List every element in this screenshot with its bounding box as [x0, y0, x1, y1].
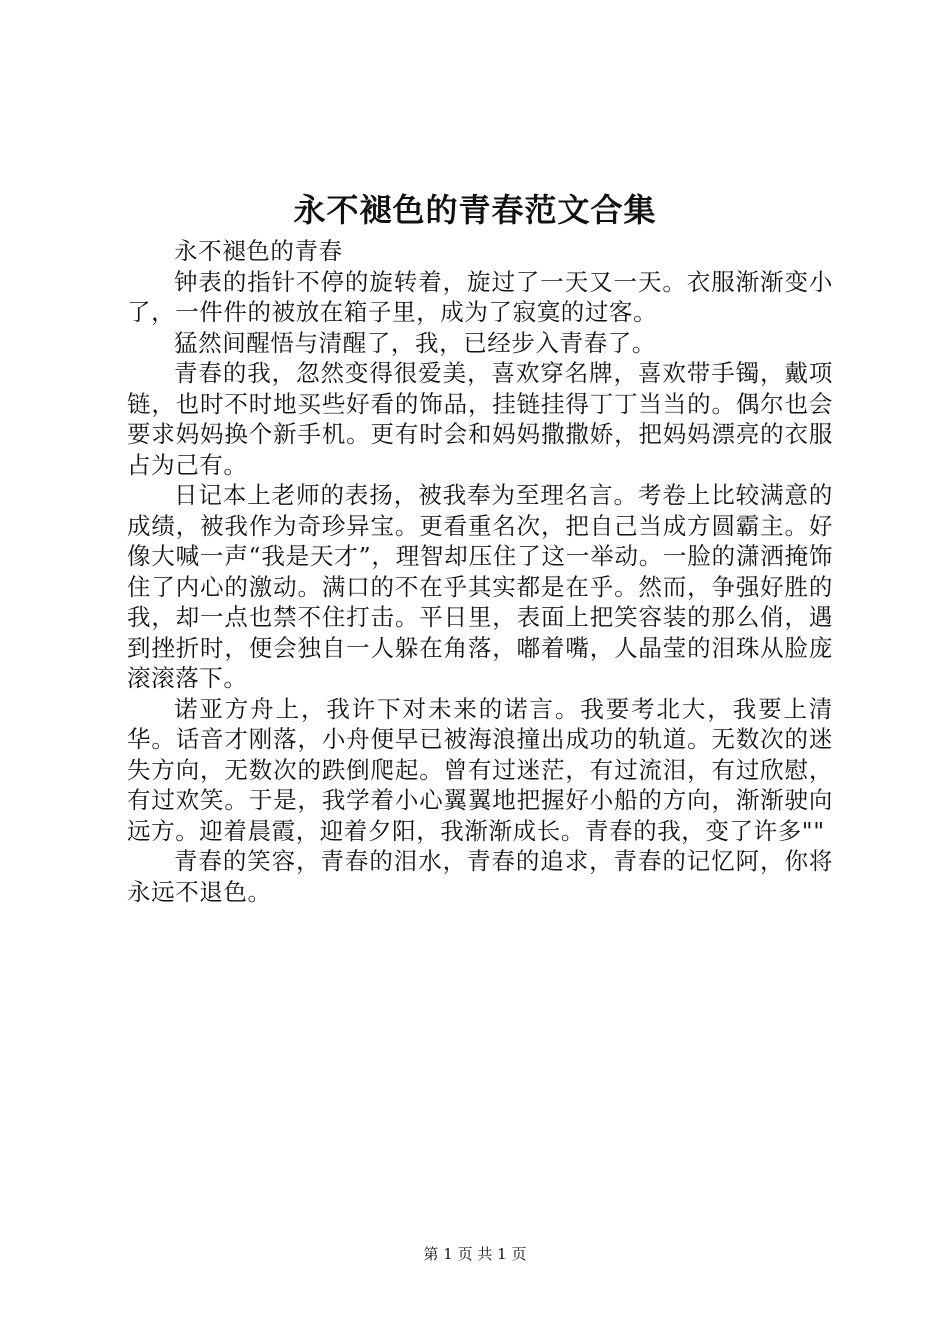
body-paragraph: 猛然间醒悟与清醒了，我，已经步入青春了。 [174, 328, 656, 357]
body-paragraph: 青春的我，忽然变得很爱美，喜欢穿名牌，喜欢带手镯，戴项链，也时不时地买些好看的饰品，挂链挂得丁丁当当的。偶尔也会要求妈妈换个新手机。更有时会和妈妈撒撒娇，把妈妈漂亮的衣服占为己有。 [127, 359, 833, 479]
page-number-footer: 第 1 页 共 1 页 [423, 1245, 527, 1263]
document-title: 永不褪色的青春范文合集 [293, 191, 657, 229]
subtitle-paragraph: 永不褪色的青春 [174, 237, 343, 265]
document-body [127, 236, 833, 907]
body-paragraph: 诺亚方舟上，我许下对未来的诺言。我要考北大，我要上清华。话音才刚落，小舟便早已被海浪撞出成功的轨道。无数次的迷失方向，无数次的跌倒爬起。曾有过迷茫，有过流泪，有过欣慰，有过欢笑。于是，我学着小心翼翼地把握好小船的方向，渐渐驶向远方。迎着晨霞，迎着夕阳，我渐渐成长。青春的我，变了许多"" [127, 694, 833, 845]
body-paragraph: 钟表的指针不停的旋转着，旋过了一天又一天。衣服渐渐变小了，一件件的被放在箱子里，成为了寂寞的过客。 [127, 267, 833, 326]
body-paragraph: 日记本上老师的表扬，被我奉为至理名言。考卷上比较满意的成绩，被我作为奇珍异宝。更看重名次，把自己当成方圆霸主。好像大喊一声“我是天才”，理智却压住了这一举动。一脸的潇洒掩饰住了内心的激动。满口的不在乎其实都是在乎。然而，争强好胜的我，却一点也禁不住打击。平日里，表面上把笑容装的那么俏，遇到挫折时，便会独自一人躲在角落，嘟着嘴，人晶莹的泪珠从脸庞滚滚落下。 [127, 481, 833, 692]
body-paragraph: 青春的笑容，青春的泪水，青春的追求，青春的记忆阿，你将永远不退色。 [127, 847, 833, 906]
